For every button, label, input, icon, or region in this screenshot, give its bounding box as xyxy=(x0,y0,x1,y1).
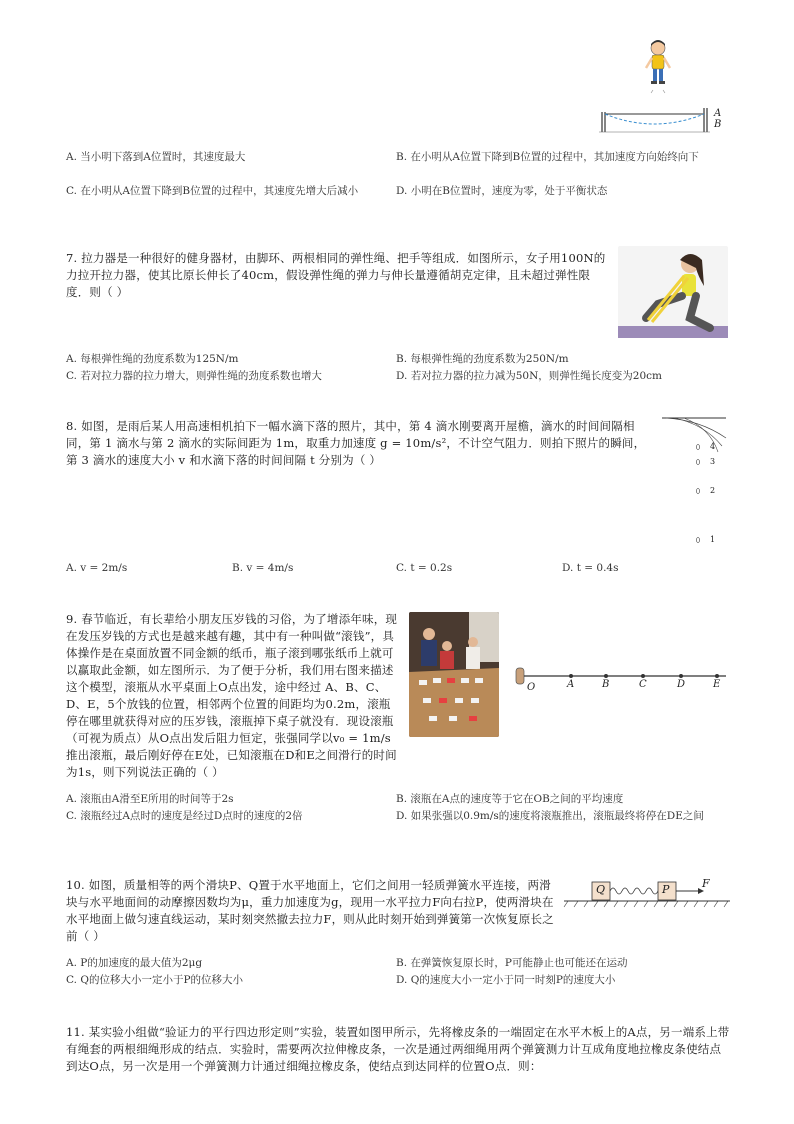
q9-option-a[interactable]: A. 滚瓶由A滑至E所用的时间等于2s xyxy=(66,793,234,805)
q8-water-drops-figure xyxy=(660,414,730,554)
block-q-label: Q xyxy=(596,883,606,896)
position-a-label: A xyxy=(714,108,722,119)
block-p-label: P xyxy=(662,883,670,896)
q9-option-b[interactable]: B. 滚瓶在A点的速度等于它在OB之间的平均速度 xyxy=(396,793,624,805)
q8-option-a[interactable]: A. v = 2m/s xyxy=(66,562,128,574)
q7-option-c[interactable]: C. 若对拉力器的拉力增大，则弹性绳的劲度系数也增大 xyxy=(66,370,322,382)
q8-option-b[interactable]: B. v = 4m/s xyxy=(232,562,294,574)
q8-option-c[interactable]: C. t = 0.2s xyxy=(396,562,453,574)
drop-3-label: 3 xyxy=(710,457,716,466)
q7-stem: 7. 拉力器是一种很好的健身器材，由脚环、两根相同的弹性绳、把手等组成．如图所示，女子用100N的力拉开拉力器，使其比原长伸长了40cm，假设弹性绳的弹力与伸长量遵循胡克定律，且未超过弹性限度．则（ ） xyxy=(66,251,606,299)
q9-track-diagram xyxy=(514,660,734,696)
q9-option-c[interactable]: C. 滚瓶经过A点时的速度是经过D点时的速度的2倍 xyxy=(66,810,303,822)
q10-spring-blocks-figure xyxy=(562,876,732,912)
drop-1-label: 1 xyxy=(710,535,716,544)
point-o-label: O xyxy=(527,682,536,693)
q8-option-d[interactable]: D. t = 0.4s xyxy=(562,562,619,574)
q9-family-photo xyxy=(409,612,499,737)
point-c-label: C xyxy=(639,679,647,690)
point-b-label: B xyxy=(602,679,610,690)
q6-option-b[interactable]: B. 在小明从A位置下降到B位置的过程中，其加速度方向始终向下 xyxy=(396,151,699,163)
q10-stem: 10. 如图，质量相等的两个滑块P、Q置于水平地面上，它们之间用一轻质弹簧水平连接，两滑块与水平地面间的动摩擦因数均为μ，重力加速度为g，现用一水平拉力F向右拉P，使两滑块在水平地面上做匀速直线运动，某时刻突然撤去拉力F，则从此时刻开始到弹簧第一次恢复原长之前（ ） xyxy=(66,878,554,943)
q11-stem: 11. 某实验小组做“验证力的平行四边形定则”实验，装置如图甲所示，先将橡皮条的一端固定在水平木板上的A点，另一端系上带有绳套的两根细绳形成的结点．实验时，需要两次拉伸橡皮条，一次是通过两细绳用两个弹簧测力计互成角度地拉橡皮条使结点到达O点，另一次是用一个弹簧测力计通过细绳拉橡皮条，使结点到达同样的位置O点．则： xyxy=(66,1025,730,1073)
q9-option-d[interactable]: D. 如果张强以0.9m/s的速度将滚瓶推出，滚瓶最终将停在DE之间 xyxy=(396,810,704,822)
q7-option-b[interactable]: B. 每根弹性绳的劲度系数为250N/m xyxy=(396,353,569,365)
q6-option-a[interactable]: A. 当小明下落到A位置时，其速度最大 xyxy=(66,151,246,163)
q6-option-d[interactable]: D. 小明在B位置时，速度为零，处于平衡状态 xyxy=(396,185,608,197)
q6-figure xyxy=(598,38,728,138)
family-table-illustration xyxy=(409,612,499,737)
q7-option-d[interactable]: D. 若对拉力器的拉力减为50N，则弹性绳长度变为20cm xyxy=(396,370,662,382)
point-d-label: D xyxy=(677,679,686,690)
q10-option-c[interactable]: C. Q的位移大小一定小于P的位移大小 xyxy=(66,974,244,986)
q8-stem: 8. 如图，是雨后某人用高速相机拍下一幅水滴下落的照片，其中，第 4 滴水刚要离开屋檐，滴水的时间间隔相同，第 1 滴水与第 2 滴水的实际间距为 1m，取重力加速度 g = 10m/s²，不计空气阻力．则拍下照片的瞬间，第 3 滴水的速度大小 v 和水滴下落的时间间隔 t 分别为（ ） xyxy=(66,419,646,467)
q10-option-a[interactable]: A. P的加速度的最大值为2μg xyxy=(66,957,203,969)
q7-woman-exercise-photo xyxy=(618,246,728,338)
roof-eave-drops-illustration xyxy=(660,414,730,554)
drop-4-label: 4 xyxy=(710,442,716,451)
child-jumping-illustration xyxy=(598,38,728,138)
q10-option-d[interactable]: D. Q的速度大小一定小于同一时刻P的速度大小 xyxy=(396,974,616,986)
drop-2-label: 2 xyxy=(710,486,716,495)
force-f-label: F xyxy=(702,877,710,890)
rolling-bottle-track xyxy=(514,660,734,696)
position-b-label: B xyxy=(714,119,722,130)
q9-stem: 9. 春节临近，有长辈给小朋友压岁钱的习俗，为了增添年味，现在发压岁钱的方式也是越来越有趣，其中有一种叫做“滚钱”，具体操作是在桌面放置不同金额的纸币，瓶子滚到哪张纸币上就可以赢取此金额，如左图所示．为了便于分析，我们用右图来描述这个模型，滚瓶从水平桌面上O点出发，途中经过 A、B、C、D、E，5个放钱的位置，相邻两个位置的间距均为0.2m，滚瓶停在哪里就获得对应的压岁钱，滚瓶掉下桌子就没有．现设滚瓶（可视为质点）从O点出发后阻力恒定，张强同学以v₀ = 1m/s推出滚瓶，最后刚好停在E处，已知滚瓶在D和E之间滑行的时间为1s，则下列说法正确的（ ） xyxy=(66,612,398,779)
q6-option-c[interactable]: C. 在小明从A位置下降到B位置的过程中，其速度先增大后减小 xyxy=(66,185,359,197)
q10-option-b[interactable]: B. 在弹簧恢复原长时，P可能静止也可能还在运动 xyxy=(396,957,628,969)
point-a-label: A xyxy=(567,679,575,690)
q7-option-a[interactable]: A. 每根弹性绳的劲度系数为125N/m xyxy=(66,353,239,365)
point-e-label: E xyxy=(713,679,721,690)
woman-with-expander-icon xyxy=(618,246,728,338)
